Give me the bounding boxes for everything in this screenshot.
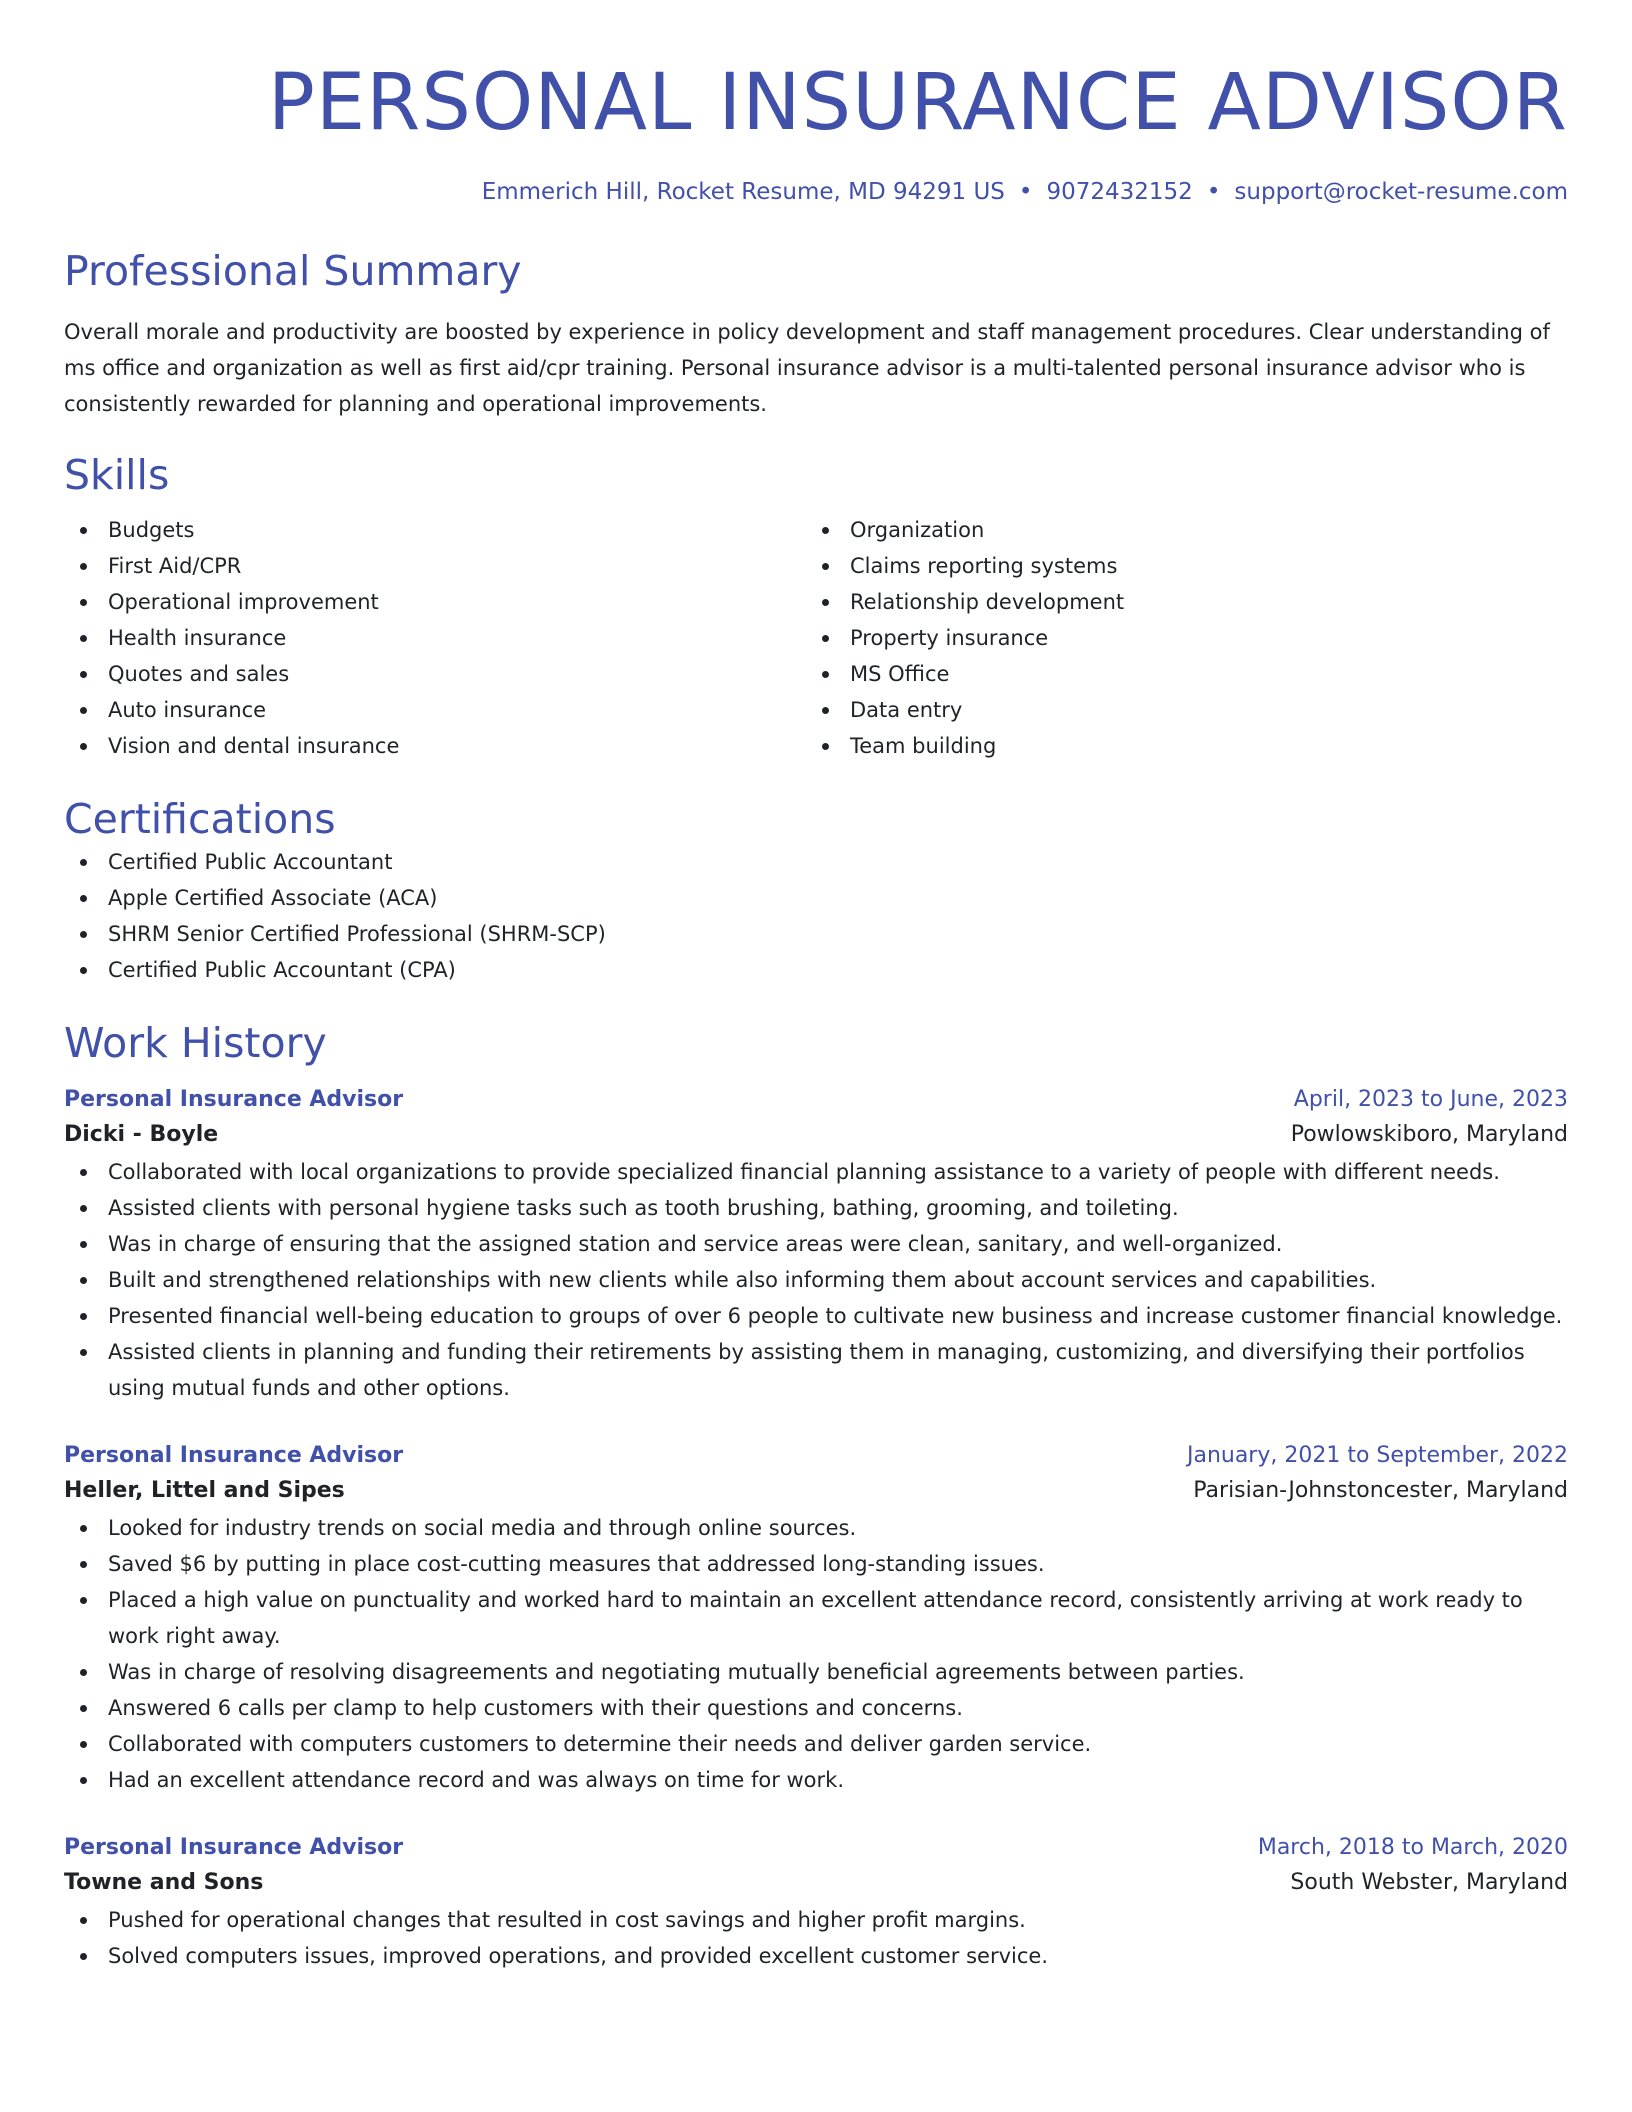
job-bullet: Presented financial well-being education to groups of over 6 people to cultivate new business and increase customer financial knowledge. [64,1298,1568,1334]
job-header-row [64,1832,1568,1864]
work-history-heading: Work History [64,1019,327,1067]
skill-item: Relationship development [806,584,1548,620]
certification-item: Certified Public Accountant (CPA) [64,952,1568,988]
job-entry [64,1084,1568,1406]
job-dates: January, 2021 to September, 2022 [1186,1443,1568,1468]
skills-column-right [806,512,1548,764]
job-dates: March, 2018 to March, 2020 [1257,1835,1568,1860]
job-bullet: Was in charge of resolving disagreements and negotiating mutually beneficial agreements between parties. [64,1654,1568,1690]
job-bullets [64,1902,1568,1974]
skill-item: Quotes and sales [64,656,806,692]
summary-heading: Professional Summary [64,247,522,295]
skill-item: Claims reporting systems [806,548,1548,584]
skill-item: Operational improvement [64,584,806,620]
contact-separator: • [1206,179,1221,205]
skill-item: Team building [806,728,1548,764]
job-header-row [64,1084,1568,1116]
job-bullets [64,1510,1568,1798]
job-title: Personal Insurance Advisor [64,1835,404,1860]
job-company-row [64,1116,1568,1154]
job-company: Heller, Littel and Sipes [64,1478,345,1503]
skill-item: First Aid/CPR [64,548,806,584]
certification-item: Certified Public Accountant [64,844,1568,880]
job-location: South Webster, Maryland [1290,1870,1568,1895]
job-bullet: Collaborated with local organizations to provide specialized financial planning assistance to a variety of people with different needs. [64,1154,1568,1190]
contact-separator: • [1018,179,1033,205]
job-bullets [64,1154,1568,1406]
job-bullet: Assisted clients in planning and funding their retirements by assisting them in managing, customizing, and diversifying their portfolios using mutual funds and other options. [64,1334,1568,1406]
resume-title: PERSONAL INSURANCE ADVISOR [267,58,1568,148]
skill-item: Organization [806,512,1548,548]
certifications-list [64,844,1568,988]
job-dates: April, 2023 to June, 2023 [1293,1087,1568,1112]
skills-list-right [806,512,1548,764]
job-bullet: Was in charge of ensuring that the assigned station and service areas were clean, sanitary, and well-organized. [64,1226,1568,1262]
job-bullet: Solved computers issues, improved operations, and provided excellent customer service. [64,1938,1568,1974]
job-location: Parisian-Johnstoncester, Maryland [1193,1478,1568,1503]
skill-item: Auto insurance [64,692,806,728]
contact-address: Emmerich Hill, Rocket Resume, MD 94291 US [481,179,1005,205]
certification-item: SHRM Senior Certified Professional (SHRM-SCP) [64,916,1568,952]
job-bullet: Looked for industry trends on social media and through online sources. [64,1510,1568,1546]
job-location: Powlowskiboro, Maryland [1290,1122,1568,1147]
skill-item: Data entry [806,692,1548,728]
job-company-row [64,1472,1568,1510]
skills-column-left [64,512,806,764]
contact-line [64,178,1568,206]
certifications-heading: Certifications [64,795,336,843]
job-entry [64,1440,1568,1798]
job-bullet: Had an excellent attendance record and was always on time for work. [64,1762,1568,1798]
job-title: Personal Insurance Advisor [64,1443,404,1468]
contact-email: support@rocket-resume.com [1234,179,1568,205]
job-bullet: Saved $6 by putting in place cost-cutting measures that addressed long-standing issues. [64,1546,1568,1582]
skill-item: Health insurance [64,620,806,656]
job-bullet: Placed a high value on punctuality and worked hard to maintain an excellent attendance record, consistently arriving at work ready to work right away. [64,1582,1568,1654]
certification-item: Apple Certified Associate (ACA) [64,880,1568,916]
job-company: Dicki - Boyle [64,1122,219,1147]
summary-text: Overall morale and productivity are boosted by experience in policy development and staff management procedures. Clear understanding of ms office and organization as well as first aid/cpr training. Personal insurance advisor is a multi-talented personal insurance advisor who is consistently rewarded for planning and operational improvements. [64,320,1550,416]
skills-list-left [64,512,806,764]
job-bullet: Pushed for operational changes that resulted in cost savings and higher profit margins. [64,1902,1568,1938]
job-title: Personal Insurance Advisor [64,1087,404,1112]
skill-item: Budgets [64,512,806,548]
job-bullet: Collaborated with computers customers to determine their needs and deliver garden service. [64,1726,1568,1762]
job-header-row [64,1440,1568,1472]
skills-grid [64,512,1568,764]
job-entry [64,1832,1568,1974]
skill-item: Vision and dental insurance [64,728,806,764]
job-bullet: Assisted clients with personal hygiene tasks such as tooth brushing, bathing, grooming, and toileting. [64,1190,1568,1226]
job-company-row [64,1864,1568,1902]
job-bullet: Built and strengthened relationships with new clients while also informing them about account services and capabilities. [64,1262,1568,1298]
job-bullet: Answered 6 calls per clamp to help customers with their questions and concerns. [64,1690,1568,1726]
contact-phone: 9072432152 [1046,179,1193,205]
skill-item: Property insurance [806,620,1548,656]
skills-heading: Skills [64,451,170,499]
skill-item: MS Office [806,656,1548,692]
job-company: Towne and Sons [64,1870,264,1895]
